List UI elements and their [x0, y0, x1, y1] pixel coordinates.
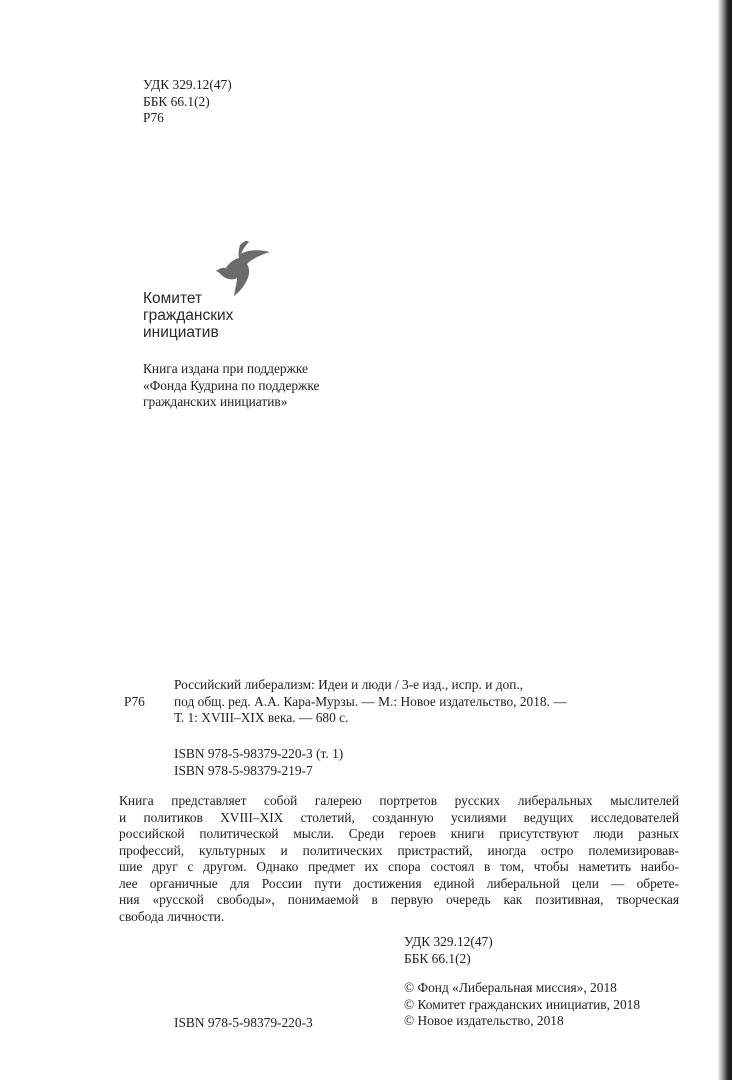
abstract-line: российской политической мысли. Среди героев книги присутствуют люди разных	[119, 826, 679, 841]
abstract-line: шие друг с другом. Однако предмет их спора состоял в том, чтобы наметить наибо-	[119, 859, 679, 874]
bibliographic-code: Р76	[124, 694, 145, 709]
bibliographic-line: Т. 1: XVIII–XIX века. — 680 с.	[174, 710, 349, 725]
bbk-code: ББК 66.1(2)	[404, 950, 471, 966]
bottom-catalog-codes	[404, 934, 493, 967]
support-line: гражданских инициатив»	[143, 394, 288, 409]
support-line: «Фонда Кудрина по поддержке	[143, 377, 320, 393]
isbn-line: ISBN 978-5-98379-219-7	[174, 762, 313, 778]
bibliographic-line: под общ. ред. А.А. Кара-Мурзы. — М.: Новое издательство, 2018. —	[174, 693, 567, 709]
udk-code: УДК 329.12(47)	[143, 77, 232, 92]
committee-name-line: Комитет	[143, 290, 203, 307]
udk-code: УДК 329.12(47)	[404, 934, 493, 949]
committee-logo	[143, 239, 283, 343]
committee-name-line: инициатив	[143, 324, 219, 341]
bird-icon	[200, 239, 280, 297]
isbn-line: ISBN 978-5-98379-220-3 (т. 1)	[174, 746, 344, 761]
support-note	[143, 361, 319, 411]
catalog-codes	[143, 77, 232, 127]
committee-name-line: гражданских	[143, 307, 234, 324]
isbn-bottom: ISBN 978-5-98379-220-3	[174, 1015, 313, 1030]
abstract-line: Книга представляет собой галерею портретов русских либеральных мыслителей	[119, 793, 679, 808]
copyright-notices	[404, 980, 640, 1030]
copyright-line: © Фонд «Либеральная миссия», 2018	[404, 980, 617, 995]
committee-name	[143, 290, 233, 341]
bibliographic-record	[174, 677, 567, 727]
bibliographic-line: Российский либерализм: Идеи и люди / 3-е изд., испр. и доп.,	[174, 677, 524, 692]
copyright-line: © Комитет гражданских инициатив, 2018	[404, 996, 641, 1012]
bbk-code: ББК 66.1(2)	[143, 93, 210, 109]
abstract-line: свобода личности.	[119, 908, 225, 924]
page-edge-shadow	[718, 0, 732, 1080]
abstract-line: профессий, культурных и политических пристрастий, иногда остро полемизировав-	[119, 842, 679, 858]
abstract-line: лее органичные для России пути достижения единой либеральной цели — обрете-	[119, 875, 679, 891]
abstract-line: и политиков XVIII–XIX столетий, созданную усилиями ведущих исследователей	[119, 809, 679, 825]
support-line: Книга издана при поддержке	[143, 361, 308, 376]
isbn-list	[174, 746, 343, 779]
abstract	[119, 793, 679, 925]
author-mark: Р76	[143, 110, 164, 125]
copyright-line: © Новое издательство, 2018	[404, 1013, 564, 1028]
abstract-line: ния «русской свободы», понимаемой в первую очередь как позитивная, творческая	[119, 892, 679, 907]
